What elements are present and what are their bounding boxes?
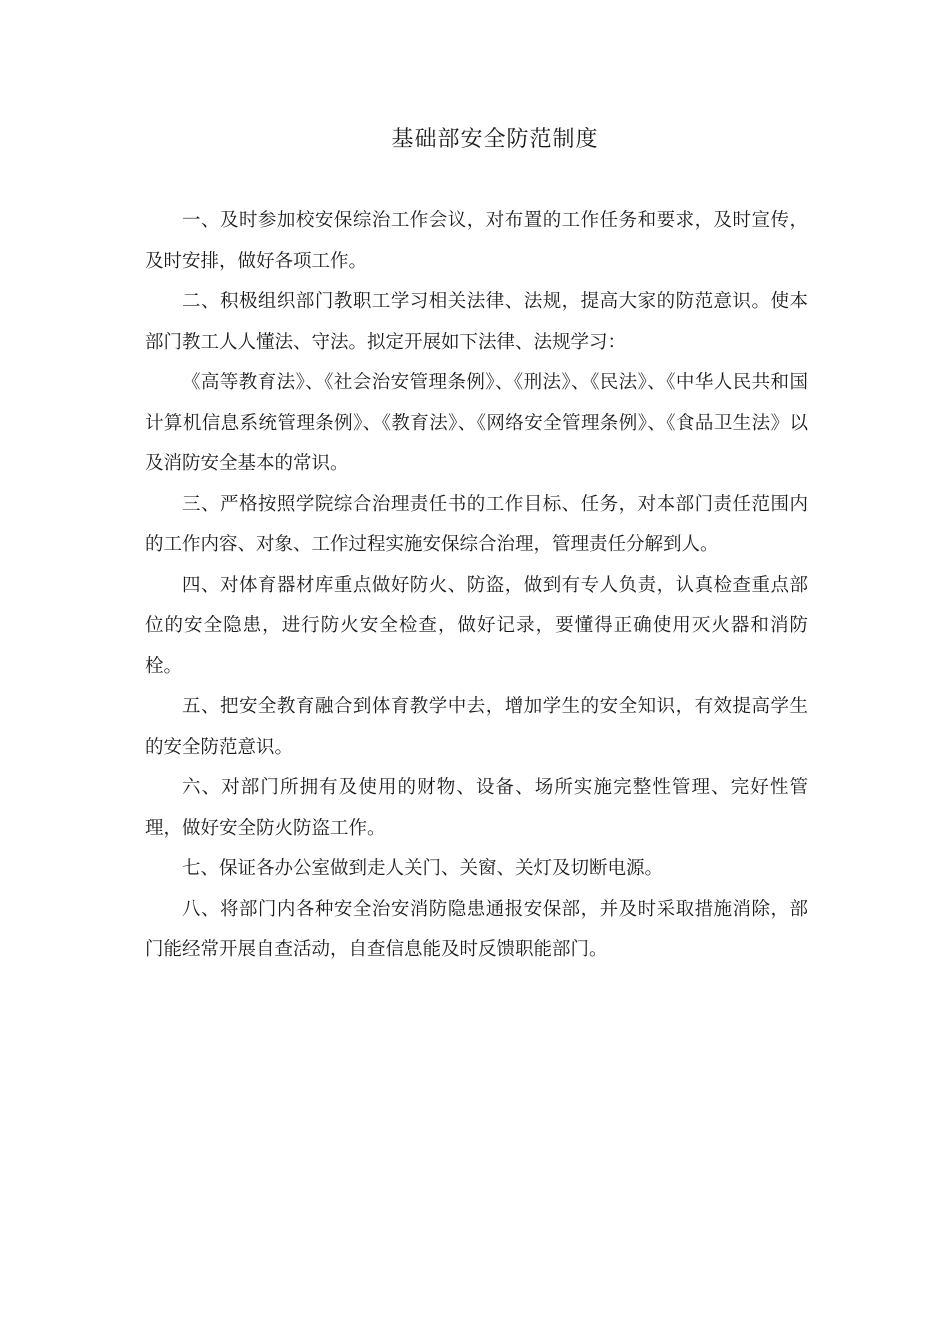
paragraph-9: 八、将部门内各种安全治安消防隐患通报安保部，并及时采取措施消除，部门能经常开展自查活动，自查信息能及时反馈职能部门。	[145, 898, 808, 960]
paragraph-1: 一、及时参加校安保综治工作会议，对布置的工作任务和要求，及时宣传，及时安排，做好各项工作。	[145, 210, 808, 272]
paragraph-5: 四、对体育器材库重点做好防火、防盗，做到有专人负责，认真检查重点部位的安全隐患，进行防火安全检查，做好记录，要懂得正确使用灭火器和消防栓。	[145, 574, 808, 677]
paragraph-2: 二、积极组织部门教职工学习相关法律、法规，提高大家的防范意识。使本部门教工人人懂法、守法。拟定开展如下法律、法规学习：	[145, 291, 808, 353]
paragraph-3: 《高等教育法》、《社会治安管理条例》、《刑法》、《民法》、《中华人民共和国计算机信息系统管理条例》、《教育法》、《网络安全管理条例》、《食品卫生法》以及消防安全基本的常识。	[145, 372, 808, 474]
document-title: 基础部安全防范制度	[391, 127, 599, 152]
document-body	[145, 201, 808, 971]
paragraph-8: 七、保证各办公室做到走人关门、关窗、关灯及切断电源。	[182, 858, 664, 879]
paragraph-7: 六、对部门所拥有及使用的财物、设备、场所实施完整性管理、完好性管理，做好安全防火防盗工作。	[145, 777, 808, 839]
paragraph-6: 五、把安全教育融合到体育教学中去，增加学生的安全知识，有效提高学生的安全防范意识。	[145, 696, 808, 758]
paragraph-4: 三、严格按照学院综合治理责任书的工作目标、任务，对本部门责任范围内的工作内容、对象、工作过程实施安保综合治理，管理责任分解到人。	[145, 493, 808, 555]
